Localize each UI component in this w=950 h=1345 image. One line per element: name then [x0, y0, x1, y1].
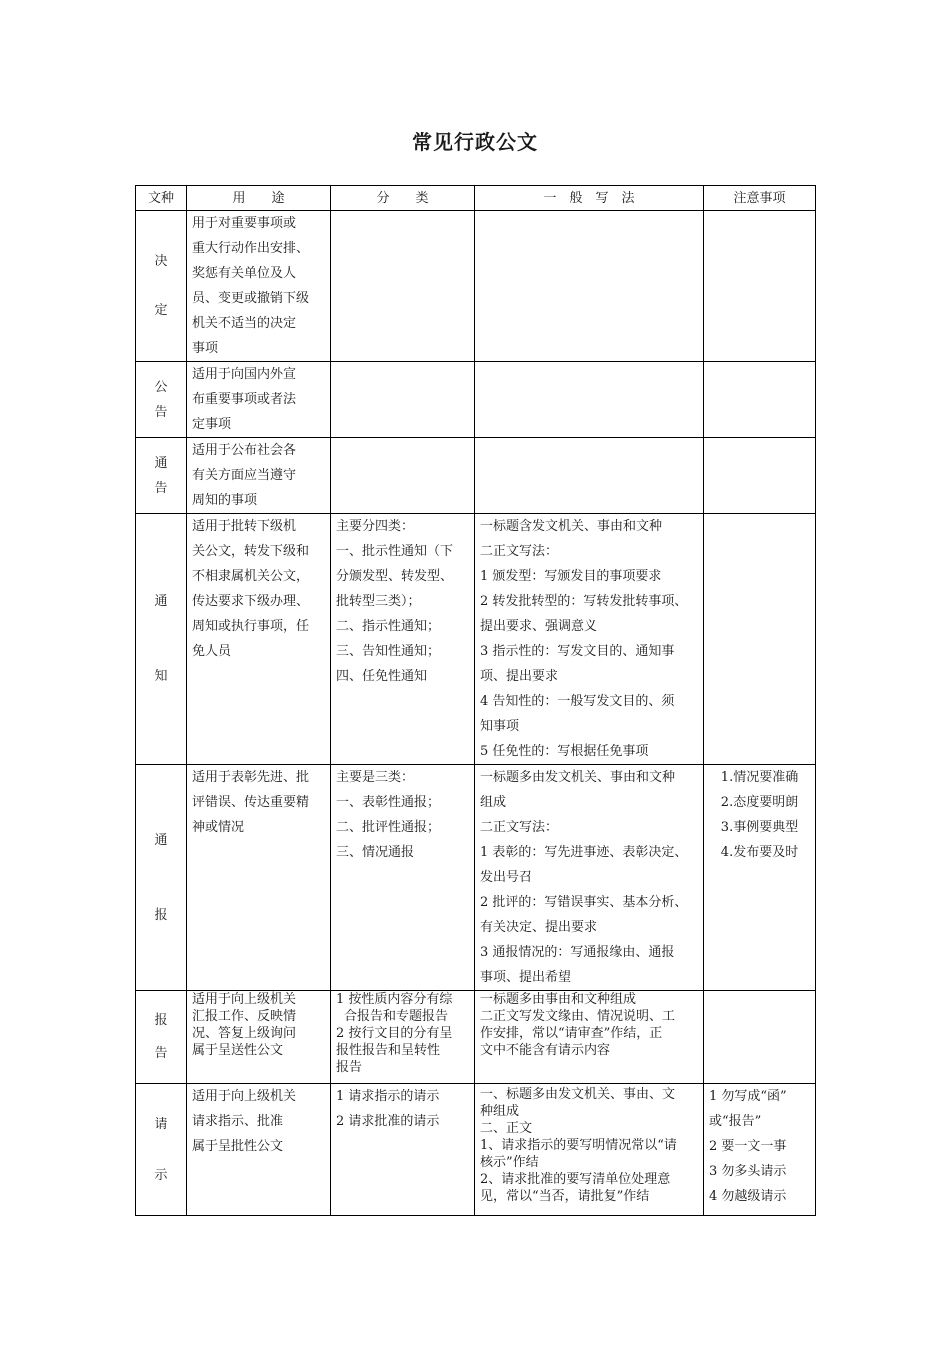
- category-cell: 主要是三类： 一、表彰性通报； 二、批评性通报； 三、情况通报: [331, 765, 475, 991]
- document-title: 常见行政公文: [412, 130, 538, 154]
- doc-type-cell: 请 示: [136, 1084, 187, 1216]
- usage-cell: 适用于向国内外宣 布重要事项或者法 定事项: [187, 362, 331, 438]
- usage-cell: 适用于向上级机关 汇报工作、反映情 况、答复上级询问 属于呈送性公文: [187, 991, 331, 1084]
- notes-cell: [704, 514, 816, 765]
- writing-cell: 一标题多由事由和文种组成 二正文写发文缘由、情况说明、工 作安排，常以“请审查”作结，正 文中不能含有请示内容: [475, 991, 704, 1084]
- doc-type-cell: 报 告: [136, 991, 187, 1084]
- table-row: [136, 211, 816, 362]
- category-cell: [331, 438, 475, 514]
- table-row: [136, 362, 816, 438]
- usage-cell: 适用于向上级机关 请求指示、批准 属于呈批性公文: [187, 1084, 331, 1216]
- table-row: [136, 514, 816, 765]
- header-notes: 注意事项: [704, 186, 816, 211]
- notes-cell: 1 勿写成“函” 或“报告” 2 要一文一事 3 勿多头请示 4 勿越级请示: [704, 1084, 816, 1216]
- writing-cell: [475, 211, 704, 362]
- category-cell: [331, 211, 475, 362]
- header-usage: 用 途: [187, 186, 331, 211]
- official-document-table: [135, 185, 816, 1216]
- table-row: [136, 1084, 816, 1216]
- doc-type-cell: 通 知: [136, 514, 187, 765]
- doc-type-cell: 通 报: [136, 765, 187, 991]
- writing-cell: 一标题含发文机关、事由和文种 二正文写法： 1 颁发型：写颁发目的事项要求 2 转发批转型的：写转发批转事项、 提出要求、强调意义 3 指示性的：写发文目的、通知事 项、提出要求 4 告知性的：一般写发文目的、须 知事项 5 任免性的：写根据任免事项: [475, 514, 704, 765]
- notes-cell: 1.情况要准确 2.态度要明朗 3.事例要典型 4.发布要及时: [704, 765, 816, 991]
- header-writing: 一 般 写 法: [475, 186, 704, 211]
- usage-cell: 用于对重要事项或 重大行动作出安排、 奖惩有关单位及人 员、变更或撤销下级 机关不适当的决定 事项: [187, 211, 331, 362]
- notes-cell: [704, 438, 816, 514]
- category-cell: 主要分四类： 一、批示性通知（下 分颁发型、转发型、 批转型三类）； 二、指示性通知； 三、告知性通知； 四、任免性通知: [331, 514, 475, 765]
- header-doc-type: 文种: [136, 186, 187, 211]
- category-cell: [331, 362, 475, 438]
- table-header-row: [136, 186, 816, 211]
- table-row: [136, 765, 816, 991]
- table-row: [136, 991, 816, 1084]
- notes-cell: [704, 362, 816, 438]
- notes-cell: [704, 211, 816, 362]
- usage-cell: 适用于批转下级机 关公文，转发下级和 不相隶属机关公文， 传达要求下级办理、 周知或执行事项，任 免人员: [187, 514, 331, 765]
- writing-cell: 一、标题多由发文机关、事由、文 种组成 二、正文 1、请求指示的要写明情况常以“请 核示”作结 2、请求批准的要写清单位处理意 见，常以“当否，请批复”作结: [475, 1084, 704, 1216]
- usage-cell: 适用于公布社会各 有关方面应当遵守 周知的事项: [187, 438, 331, 514]
- writing-cell: [475, 362, 704, 438]
- writing-cell: [475, 438, 704, 514]
- table-row: [136, 438, 816, 514]
- category-cell: 1 按性质内容分有综 合报告和专题报告 2 按行文目的分有呈 报性报告和呈转性 报告: [331, 991, 475, 1084]
- notes-cell: [704, 991, 816, 1084]
- doc-type-cell: 决 定: [136, 211, 187, 362]
- category-cell: 1 请求指示的请示 2 请求批准的请示: [331, 1084, 475, 1216]
- doc-type-cell: 通 告: [136, 438, 187, 514]
- header-category: 分 类: [331, 186, 475, 211]
- usage-cell: 适用于表彰先进、批 评错误、传达重要精 神或情况: [187, 765, 331, 991]
- doc-type-cell: 公 告: [136, 362, 187, 438]
- writing-cell: 一标题多由发文机关、事由和文种 组成 二正文写法： 1 表彰的：写先进事迹、表彰决定、 发出号召 2 批评的：写错误事实、基本分析、 有关决定、提出要求 3 通报情况的：写通报缘由、通报 事项、提出希望: [475, 765, 704, 991]
